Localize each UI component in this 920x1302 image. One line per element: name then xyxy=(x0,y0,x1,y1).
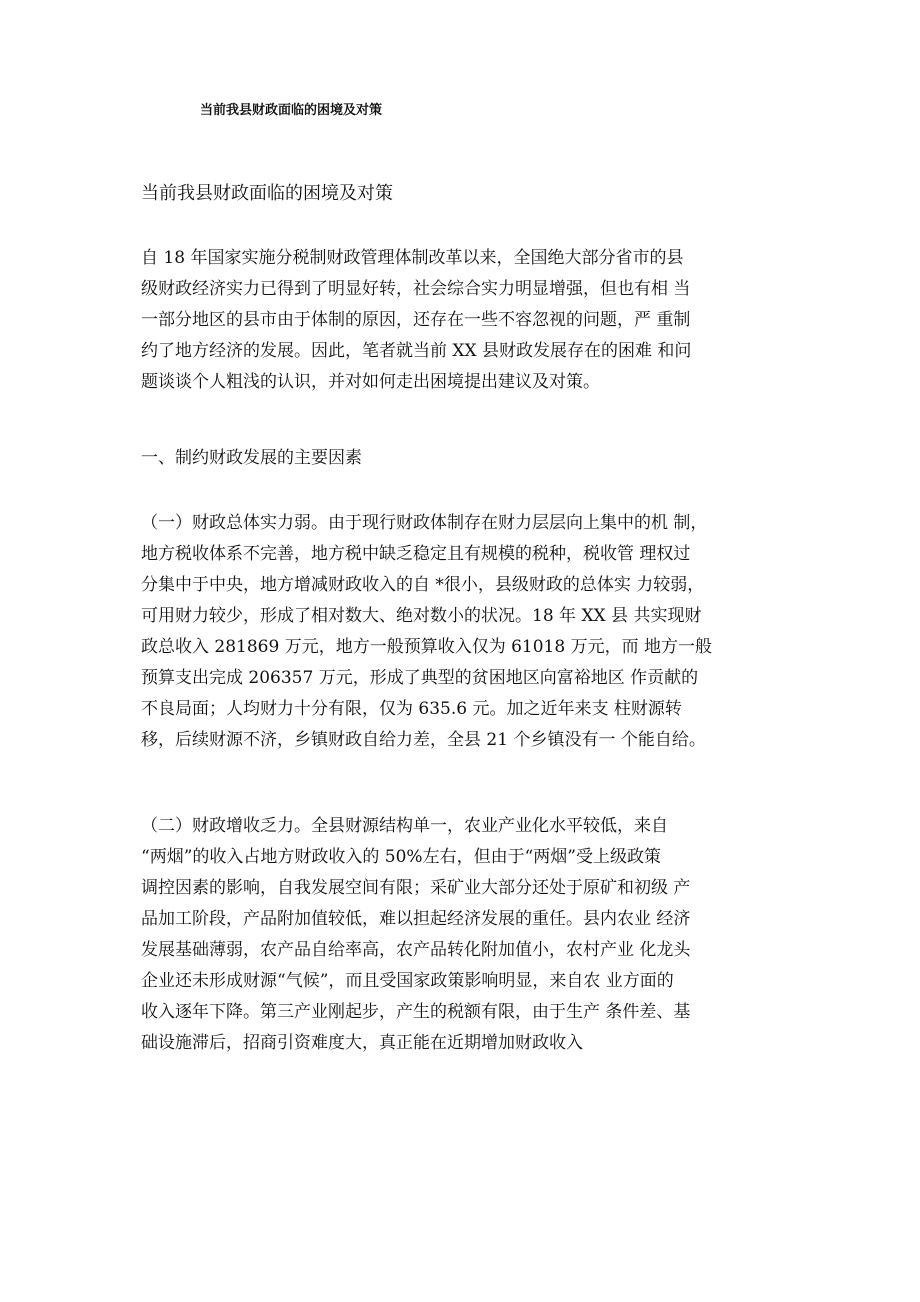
intro-line: 题谈谈个人粗浅的认识，并对如何走出困境提出建议及对策。 xyxy=(141,372,600,392)
intro-line: 级财政经济实力已得到了明显好转，社会综合实力明显增强，但也有相 当 xyxy=(141,279,691,299)
item-2-line: 发展基础薄弱，农产品自给率高，农产品转化附加值小，农村产业 化龙头 xyxy=(141,940,691,960)
item-1-line: （一）财政总体实力弱。由于现行财政体制存在财力层层向上集中的机 制， xyxy=(141,513,708,533)
item-2-line: 收入逐年下降。第三产业刚起步，产生的税额有限，由于生产 条件差、基 xyxy=(141,1002,691,1022)
intro-line: 自 18 年国家实施分税制财政管理体制改革以来，全国绝大部分省市的县 xyxy=(141,248,684,268)
item-1-line: 预算支出完成 206357 万元，形成了典型的贫困地区向富裕地区 作贡献的 xyxy=(141,668,699,688)
item-2-line: 调控因素的影响，自我发展空间有限；采矿业大部分还处于原矿和初级 产 xyxy=(141,878,691,898)
item-2-line: 品加工阶段，产品附加值较低，难以担起经济发展的重任。县内农业 经济 xyxy=(141,909,691,929)
item-2-line: 础设施滞后，招商引资难度大，真正能在近期增加财政收入 xyxy=(141,1033,583,1053)
section-heading-text: 一、制约财政发展的主要因素 xyxy=(141,448,362,468)
page-header-title: 当前我县财政面临的困境及对策 xyxy=(200,103,383,118)
intro-paragraph xyxy=(141,243,821,398)
item-1-line: 可用财力较少，形成了相对数大、绝对数小的状况。18 年 XX 县 共实现财 xyxy=(141,606,702,626)
section-heading xyxy=(141,443,821,474)
item-1-line: 移，后续财源不济，乡镇财政自给力差，全县 21 个乡镇没有一 个能自给。 xyxy=(141,730,706,750)
item-2-line: 企业还未形成财源“气候”，而且受国家政策影响明显，来自农 业方面的 xyxy=(141,971,674,991)
document-title: 当前我县财政面临的困境及对策 xyxy=(141,183,393,204)
item-1-line: 不良局面；人均财力十分有限，仅为 635.6 元。加之近年来支 柱财源转 xyxy=(141,699,682,719)
item-2-line: “两烟”的收入占地方财政收入的 50%左右，但由于“两烟”受上级政策 xyxy=(141,847,661,867)
item-1-line: 分集中于中央，地方增减财政收入的自 *很小，县级财政的总体实 力较弱， xyxy=(141,575,705,595)
item-2-line: （二）财政增收乏力。全县财源结构单一，农业产业化水平较低，来自 xyxy=(141,816,668,836)
item-1-line: 地方税收体系不完善，地方税中缺乏稳定且有规模的税种，税收管 理权过 xyxy=(141,544,691,564)
item-1-paragraph xyxy=(141,508,821,756)
item-2-paragraph xyxy=(141,811,821,1059)
intro-line: 一部分地区的县市由于体制的原因，还存在一些不容忽视的问题，严 重制 xyxy=(141,310,691,330)
intro-line: 约了地方经济的发展。因此，笔者就当前 XX 县财政发展存在的困难 和问 xyxy=(141,341,692,361)
item-1-line: 政总收入 281869 万元，地方一般预算收入仅为 61018 万元，而 地方一般 xyxy=(141,637,712,657)
